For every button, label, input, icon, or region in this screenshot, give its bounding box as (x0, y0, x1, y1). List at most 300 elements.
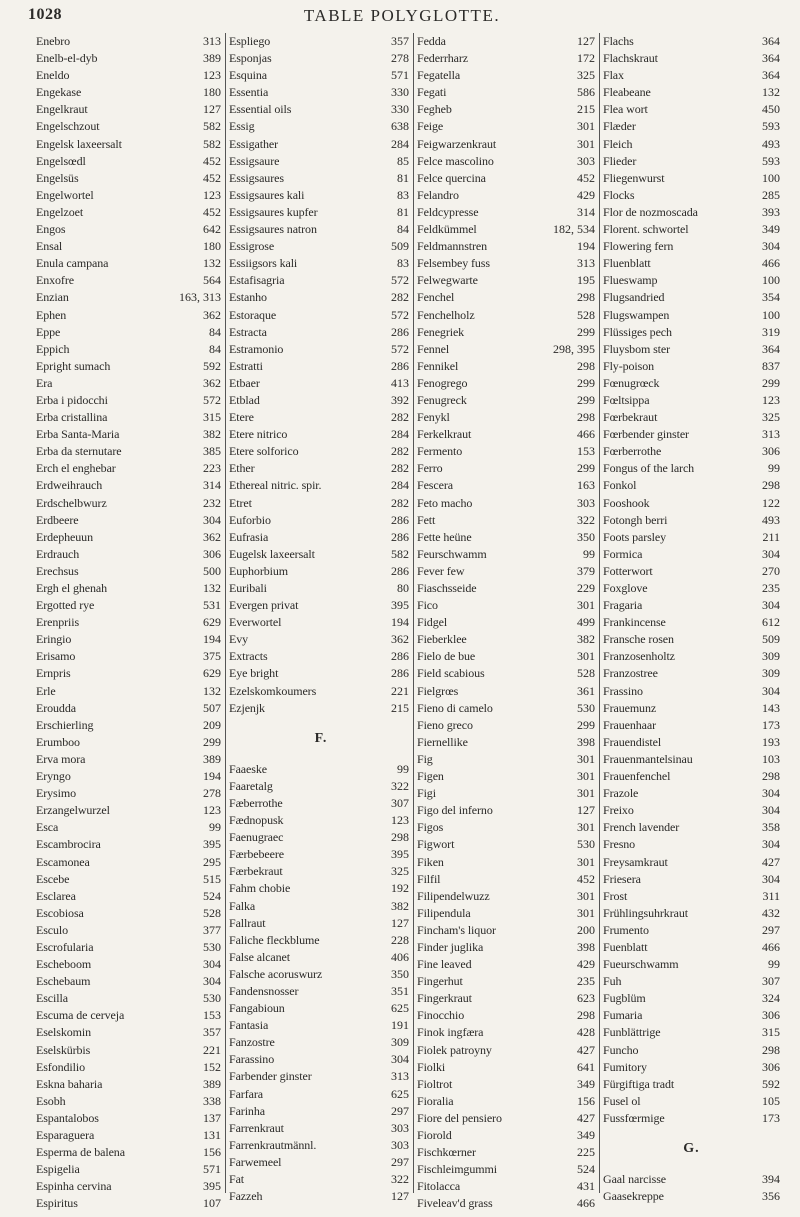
entry-page-ref: 123 (391, 813, 409, 828)
index-entry (417, 204, 599, 221)
entry-term: Fluysbom ster (603, 341, 671, 356)
entry-page-ref: 286 (391, 358, 409, 373)
entry-page-ref: 299 (577, 324, 595, 339)
entry-term: Fœrberrothe (603, 444, 662, 459)
index-entry (603, 665, 780, 682)
index-entry (603, 67, 780, 84)
entry-page-ref: 180 (203, 239, 221, 254)
index-entry (229, 563, 413, 580)
entry-term: Escilla (36, 991, 68, 1006)
index-entry (417, 1127, 599, 1144)
entry-term: Færbebeere (229, 847, 284, 862)
index-entry (603, 221, 780, 238)
entry-term: Erschierling (36, 717, 94, 732)
index-entry (229, 392, 413, 409)
entry-term: Gaasekreppe (603, 1189, 664, 1204)
entry-term: Fuh (603, 974, 622, 989)
entry-page-ref: 395 (391, 598, 409, 613)
entry-term: Esfondilio (36, 1059, 85, 1074)
entry-page-ref: 303 (391, 1137, 409, 1152)
index-entry (229, 1017, 413, 1034)
entry-term: Fingerkraut (417, 991, 472, 1006)
index-entry (603, 871, 780, 888)
entry-term: Evy (229, 632, 249, 647)
index-entry (229, 67, 413, 84)
entry-term: Essigsaures natron (229, 222, 317, 237)
entry-term: Fig (417, 751, 433, 766)
index-entry (36, 939, 225, 956)
index-entry (229, 648, 413, 665)
entry-page-ref: 593 (762, 153, 780, 168)
entry-page-ref: 137 (203, 1110, 221, 1125)
entry-term: Fiveleav'd grass (417, 1196, 493, 1211)
entry-page-ref: 123 (203, 803, 221, 818)
entry-page-ref: 153 (577, 444, 595, 459)
entry-term: Engekase (36, 85, 82, 100)
entry-page-ref: 530 (203, 939, 221, 954)
index-entry (417, 409, 599, 426)
entry-term: Fædnopusk (229, 813, 284, 828)
index-entry (36, 563, 225, 580)
entry-page-ref: 299 (762, 375, 780, 390)
index-entry (603, 888, 780, 905)
entry-page-ref: 432 (762, 905, 780, 920)
entry-term: Flachskraut (603, 51, 658, 66)
entry-term: Ernpris (36, 666, 71, 681)
index-column-3 (417, 33, 600, 1211)
entry-term: Flea wort (603, 102, 648, 117)
entry-page-ref: 297 (391, 1154, 409, 1169)
entry-term: Estramonio (229, 341, 284, 356)
entry-term: Etbaer (229, 375, 260, 390)
entry-term: Fioralia (417, 1093, 454, 1108)
entry-page-ref: 338 (203, 1093, 221, 1108)
entry-term: Escheboom (36, 957, 92, 972)
index-entry (417, 854, 599, 871)
index-entry (603, 631, 780, 648)
entry-page-ref: 389 (203, 51, 221, 66)
entry-term: Fischkœrner (417, 1145, 476, 1160)
entry-page-ref: 382 (203, 427, 221, 442)
entry-page-ref: 304 (762, 786, 780, 801)
entry-term: Foots parsley (603, 529, 667, 544)
index-entry (603, 460, 780, 477)
index-entry (417, 1110, 599, 1127)
entry-term: Frazole (603, 786, 639, 801)
entry-page-ref: 235 (762, 581, 780, 595)
index-entry (36, 187, 225, 204)
entry-term: Fielo de bue (417, 649, 476, 664)
entry-page-ref: 107 (203, 1196, 221, 1211)
entry-term: Fieno greco (417, 717, 473, 732)
entry-term: Erch el enghebar (36, 461, 116, 476)
entry-term: Era (36, 375, 53, 390)
entry-term: Franzostree (603, 666, 658, 681)
entry-page-ref: 194 (391, 615, 409, 630)
entry-term: Faaeske (229, 761, 267, 776)
entry-term: Fuenblatt (603, 939, 648, 954)
index-entry (603, 495, 780, 512)
entry-term: Esobh (36, 1093, 66, 1108)
entry-page-ref: 221 (391, 683, 409, 698)
entry-page-ref: 232 (203, 495, 221, 510)
index-entry (36, 1007, 225, 1024)
index-entry (417, 939, 599, 956)
entry-page-ref: 313 (577, 256, 595, 271)
entry-page-ref: 364 (762, 51, 780, 66)
entry-term: Erle (36, 683, 56, 698)
index-entry (417, 477, 599, 494)
entry-page-ref: 428 (577, 1025, 595, 1040)
index-entry (36, 1059, 225, 1076)
entry-page-ref: 303 (391, 1120, 409, 1135)
entry-term: Engos (36, 222, 66, 237)
index-entry (229, 443, 413, 460)
entry-page-ref: 235 (577, 974, 595, 989)
entry-term: Essigsaures kupfer (229, 204, 318, 219)
entry-page-ref: 286 (391, 563, 409, 578)
entry-term: Frauenmantelsinau (603, 751, 693, 766)
entry-term: Fermento (417, 444, 463, 459)
entry-page-ref: 127 (577, 34, 595, 48)
entry-term: Etblad (229, 392, 260, 407)
entry-page-ref: 299 (577, 717, 595, 732)
entry-page-ref: 127 (203, 102, 221, 117)
entry-page-ref: 282 (391, 495, 409, 510)
entry-page-ref: 350 (577, 529, 595, 544)
index-entry (229, 1000, 413, 1017)
index-entry (417, 289, 599, 306)
entry-term: Frassino (603, 683, 643, 698)
entry-term: Fugblüm (603, 991, 646, 1006)
entry-page-ref: 311 (762, 888, 780, 903)
index-entry (36, 1042, 225, 1059)
entry-page-ref: 301 (577, 820, 595, 835)
page-header (28, 6, 776, 36)
entry-term: Formica (603, 546, 643, 561)
entry-term: Eufrasia (229, 529, 269, 544)
entry-term: Erba i pidocchi (36, 392, 108, 407)
entry-page-ref: 306 (762, 1008, 780, 1023)
index-entry (603, 1188, 780, 1205)
index-columns (36, 33, 780, 1211)
entry-page-ref: 325 (577, 68, 595, 83)
entry-page-ref: 299 (577, 461, 595, 476)
index-entry (36, 33, 225, 50)
entry-page-ref: 153 (203, 1008, 221, 1023)
index-entry (603, 477, 780, 494)
entry-page-ref: 531 (203, 598, 221, 613)
entry-page-ref: 427 (577, 1110, 595, 1125)
entry-term: Farbender ginster (229, 1069, 312, 1084)
entry-page-ref: 382 (577, 632, 595, 647)
entry-page-ref: 530 (203, 991, 221, 1006)
entry-page-ref: 452 (577, 871, 595, 886)
entry-term: Eselskomin (36, 1025, 91, 1040)
entry-page-ref: 593 (762, 119, 780, 134)
index-entry (603, 1024, 780, 1041)
entry-term: Estanho (229, 290, 267, 305)
entry-term: Feto macho (417, 495, 473, 510)
entry-term: Esca (36, 820, 59, 835)
index-entry (229, 983, 413, 1000)
index-entry (36, 375, 225, 392)
index-entry (603, 717, 780, 734)
entry-page-ref: 313 (762, 427, 780, 442)
index-entry (603, 751, 780, 768)
entry-term: Erdschelbwurz (36, 495, 107, 510)
index-entry (603, 597, 780, 614)
entry-page-ref: 309 (762, 666, 780, 681)
entry-page-ref: 306 (762, 1059, 780, 1074)
entry-page-ref: 395 (203, 837, 221, 852)
index-entry (229, 204, 413, 221)
entry-term: Fresno (603, 837, 636, 852)
entry-term: Euphorbium (229, 563, 288, 578)
index-entry (417, 785, 599, 802)
index-entry (36, 888, 225, 905)
entry-term: Erba Santa-Maria (36, 427, 120, 442)
index-entry (229, 1103, 413, 1120)
entry-term: Fœnugrœck (603, 375, 660, 390)
entry-term: Flüssiges pech (603, 324, 672, 339)
entry-page-ref: 375 (203, 649, 221, 664)
entry-term: Essentia (229, 85, 269, 100)
entry-term: Feurschwamm (417, 546, 487, 561)
index-entry (417, 67, 599, 84)
entry-term: Fett (417, 512, 436, 527)
entry-page-ref: 301 (577, 854, 595, 869)
index-entry (229, 221, 413, 238)
index-entry (36, 341, 225, 358)
index-entry (603, 785, 780, 802)
entry-page-ref: 143 (762, 700, 780, 715)
entry-page-ref: 389 (203, 1076, 221, 1091)
entry-page-ref: 211 (762, 529, 780, 544)
entry-page-ref: 395 (203, 1179, 221, 1194)
entry-term: Engelsüs (36, 170, 79, 185)
entry-term: Enzian (36, 290, 69, 305)
entry-term: Faliche fleckblume (229, 932, 320, 947)
entry-term: Escambrocira (36, 837, 101, 852)
entry-page-ref: 571 (203, 1162, 221, 1177)
index-entry (417, 495, 599, 512)
index-entry (603, 136, 780, 153)
entry-term: Frumento (603, 922, 649, 937)
index-entry (229, 1068, 413, 1085)
entry-term: Flugsandried (603, 290, 665, 305)
entry-term: Esquina (229, 68, 267, 83)
index-entry (417, 905, 599, 922)
entry-term: Fegheb (417, 102, 452, 117)
entry-page-ref: 105 (762, 1093, 780, 1108)
entry-page-ref: 358 (762, 820, 780, 835)
entry-term: Faaretalg (229, 778, 273, 793)
entry-term: Eye bright (229, 666, 279, 681)
entry-term: Fennel (417, 341, 450, 356)
entry-term: Frauendistel (603, 734, 662, 749)
index-entry (417, 836, 599, 853)
entry-page-ref: 192 (391, 881, 409, 896)
index-entry (229, 341, 413, 358)
entry-page-ref: 572 (391, 273, 409, 288)
entry-page-ref: 295 (203, 854, 221, 869)
entry-term: Fœrbekraut (603, 410, 658, 425)
entry-term: Etret (229, 495, 252, 510)
entry-page-ref: 641 (577, 1059, 595, 1074)
entry-term: Fedda (417, 34, 446, 48)
entry-term: Fennikel (417, 358, 459, 373)
entry-page-ref: 837 (762, 358, 780, 373)
index-entry (603, 683, 780, 700)
index-entry (603, 1110, 780, 1127)
entry-page-ref: 278 (203, 786, 221, 801)
entry-page-ref: 301 (577, 888, 595, 903)
index-entry (417, 597, 599, 614)
entry-page-ref: 304 (762, 546, 780, 561)
entry-page-ref: 297 (762, 922, 780, 937)
entry-page-ref: 427 (762, 854, 780, 869)
entry-term: Esparaguera (36, 1128, 95, 1142)
entry-page-ref: 362 (203, 529, 221, 544)
entry-term: Fenegriek (417, 324, 465, 339)
entry-page-ref: 127 (577, 803, 595, 818)
entry-term: Farfara (229, 1086, 263, 1101)
entry-page-ref: 586 (577, 85, 595, 100)
index-entry (36, 84, 225, 101)
index-entry (603, 956, 780, 973)
entry-page-ref: 350 (391, 966, 409, 981)
entry-term: Farinha (229, 1103, 265, 1118)
entry-page-ref: 452 (577, 170, 595, 185)
index-entry (603, 324, 780, 341)
index-entry (36, 512, 225, 529)
entry-page-ref: 500 (203, 563, 221, 578)
index-entry (417, 580, 599, 597)
index-entry (603, 973, 780, 990)
index-entry (603, 289, 780, 306)
index-column-2 (229, 33, 414, 1204)
entry-page-ref: 304 (762, 871, 780, 886)
entry-page-ref: 629 (203, 666, 221, 681)
index-entry (417, 358, 599, 375)
entry-page-ref: 299 (577, 375, 595, 390)
index-entry (603, 802, 780, 819)
index-entry (417, 1007, 599, 1024)
index-entry (36, 802, 225, 819)
entry-term: Fahm chobie (229, 881, 291, 896)
index-entry (36, 204, 225, 221)
entry-term: Fenugreck (417, 392, 467, 407)
entry-term: Ezelskomkoumers (229, 683, 317, 698)
entry-page-ref: 364 (762, 34, 780, 48)
entry-page-ref: 623 (577, 991, 595, 1006)
entry-page-ref: 103 (762, 751, 780, 766)
entry-page-ref: 223 (203, 461, 221, 476)
entry-term: Felsembey fuss (417, 256, 490, 271)
entry-page-ref: 298 (762, 478, 780, 493)
entry-page-ref: 99 (397, 761, 409, 776)
entry-term: Fürgiftiga tradt (603, 1076, 675, 1091)
index-entry (36, 973, 225, 990)
index-entry (417, 118, 599, 135)
entry-page-ref: 466 (762, 939, 780, 954)
entry-term: Fanzostre (229, 1035, 275, 1050)
index-entry (36, 1110, 225, 1127)
entry-page-ref: 431 (577, 1179, 595, 1194)
index-entry (603, 939, 780, 956)
entry-page-ref: 304 (762, 803, 780, 818)
index-entry (417, 221, 599, 238)
entry-term: Ezjenjk (229, 700, 265, 715)
index-entry (229, 846, 413, 863)
entry-page-ref: 314 (203, 478, 221, 493)
entry-term: Fischleimgummi (417, 1162, 497, 1177)
entry-page-ref: 450 (762, 102, 780, 117)
index-entry (417, 1144, 599, 1161)
entry-term: Flowering fern (603, 239, 674, 254)
entry-page-ref: 315 (203, 410, 221, 425)
index-entry (229, 375, 413, 392)
entry-term: Escuma de cerveja (36, 1008, 125, 1023)
entry-page-ref: 509 (762, 632, 780, 647)
index-entry (229, 170, 413, 187)
index-entry (603, 33, 780, 50)
entry-page-ref: 200 (577, 922, 595, 937)
entry-term: Fenchel (417, 290, 455, 305)
entry-term: Fazzeh (229, 1189, 263, 1204)
entry-page-ref: 313 (203, 34, 221, 48)
page-number: 1028 (28, 6, 62, 23)
entry-page-ref: 298 (577, 410, 595, 425)
entry-term: Feige (417, 119, 444, 134)
index-entry (36, 956, 225, 973)
entry-page-ref: 172 (577, 51, 595, 66)
entry-term: Feldkümmel (417, 222, 477, 237)
entry-term: Friesera (603, 871, 641, 886)
entry-term: Fussfœrmige (603, 1110, 665, 1125)
entry-term: Fœrbender ginster (603, 427, 689, 442)
entry-page-ref: 194 (577, 239, 595, 254)
entry-term: Euforbio (229, 512, 271, 527)
entry-page-ref: 394 (762, 1172, 780, 1186)
index-entry (36, 307, 225, 324)
entry-page-ref: 330 (391, 102, 409, 117)
entry-term: Foxglove (603, 581, 648, 595)
index-entry (36, 1093, 225, 1110)
entry-page-ref: 304 (203, 512, 221, 527)
index-entry (229, 665, 413, 682)
entry-page-ref: 284 (391, 136, 409, 151)
index-entry (417, 255, 599, 272)
entry-page-ref: 452 (203, 170, 221, 185)
entry-page-ref: 349 (577, 1128, 595, 1142)
entry-page-ref: 194 (203, 769, 221, 784)
index-entry (36, 854, 225, 871)
entry-term: Frauemunz (603, 700, 657, 715)
index-entry (603, 768, 780, 785)
entry-term: Frühlingsuhrkraut (603, 905, 688, 920)
index-entry (417, 734, 599, 751)
entry-page-ref: 127 (391, 915, 409, 930)
index-entry (603, 905, 780, 922)
entry-term: Filipendelwuzz (417, 888, 490, 903)
index-entry (229, 33, 413, 50)
entry-term: Escamonea (36, 854, 90, 869)
entry-page-ref: 351 (391, 983, 409, 998)
entry-page-ref: 83 (397, 256, 409, 271)
entry-term: Flax (603, 68, 624, 83)
